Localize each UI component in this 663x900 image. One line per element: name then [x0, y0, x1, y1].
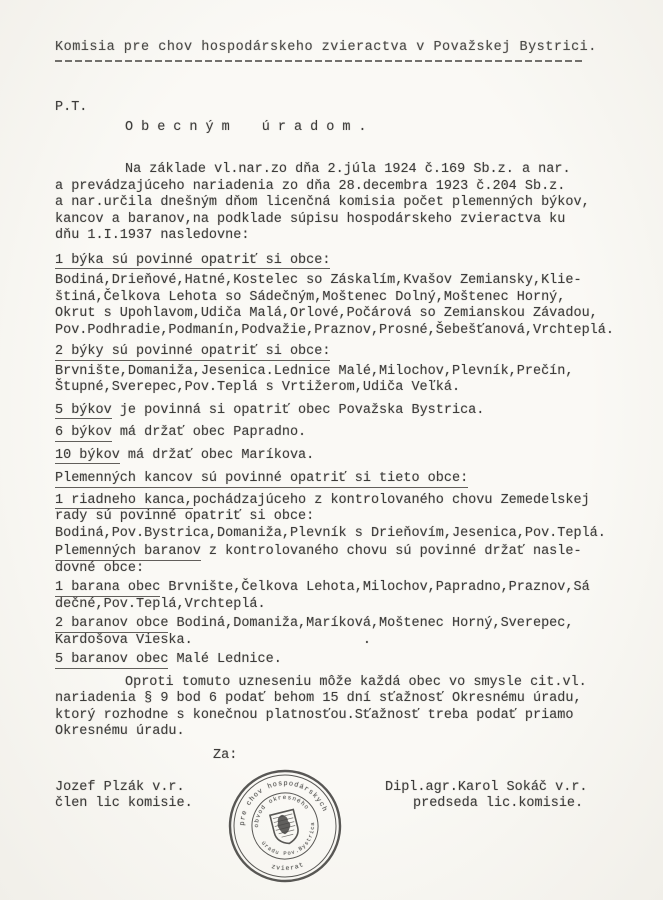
letterhead-title: Komisia pre chov hospodárskeho zvieractva v Považskej Bystrici.: [55, 40, 597, 55]
text-segment: má držať obec Papradno.: [111, 425, 307, 440]
document-line: [55, 253, 635, 270]
text-segment: Oproti tomuto uzneseniu môže každá obec vo smysle cit.vl.: [125, 674, 587, 690]
text-segment: Okrut s Upohlavom,Udiča Malá,Orlové,Počárová so Zemianskou Závadou,: [55, 306, 598, 321]
text-segment: Brvnište,Čelkova Lehota,Milochov,Papradno,Praznov,Sá: [160, 580, 590, 595]
text-segment: Bodiná,Pov.Bystrica,Domaniža,Plevník s Drieňovím,Jesenica,Pov.Teplá.: [55, 525, 606, 541]
signer-role-left: člen lic komisie.: [55, 795, 193, 811]
document-line: [55, 509, 635, 526]
underlined-text: 2 baranov obce: [55, 616, 169, 631]
underlined-text: 1 býka sú povinné opatriť si obce:: [55, 252, 331, 268]
document-line: [55, 228, 635, 245]
text-segment: Malé Lednice.: [168, 652, 282, 667]
rule-1-baran: [55, 580, 635, 613]
svg-text:úradu Pov.Bystrica: úradu Pov.Bystrica: [259, 821, 317, 858]
section-heading-barany: [55, 544, 635, 577]
underlined-text: 2 býky sú povinné opatriť si obce:: [55, 344, 331, 359]
official-round-stamp: [212, 753, 357, 898]
underlined-text: 6 býkov: [55, 425, 112, 440]
underlined-text: 1 barana obec: [55, 580, 161, 595]
document-line: [55, 561, 635, 578]
document-line: [55, 273, 635, 290]
text-segment: nariadenia § 9 bod 6 podať behom 15 dní sťažnosť Okresnému úradu,: [55, 691, 582, 706]
document-body: [55, 162, 635, 741]
text-segment: má držať obec Maríkova.: [119, 447, 315, 463]
text-segment: Okresnému úradu.: [55, 724, 185, 739]
underlined-text: 1 riadneho kanca,: [55, 492, 193, 508]
text-segment: a nar.určila dnešným dňom licenčná komisia počet plemenných býkov,: [55, 195, 590, 210]
document-line: [55, 448, 635, 465]
text-segment: Pov.Podhradie,Podmanín,Podvažie,Praznov,Prosné,Šebešťanová,Vrchteplá.: [55, 322, 614, 338]
closing-paragraph: [55, 675, 635, 741]
underlined-text: 5 baranov obec: [55, 652, 169, 667]
stamp-seal-icon: [212, 753, 357, 898]
document-line: [55, 323, 635, 340]
addressee: Obecným úradom.: [125, 119, 375, 135]
villages-1-byk: [55, 273, 635, 339]
document-line: [55, 526, 635, 543]
rule-2-barany: [55, 616, 635, 649]
underlined-text: 10 býkov: [55, 447, 120, 463]
document-line: [55, 425, 635, 442]
text-segment: z kontrolovaného chovu sú povinné držať nasle-: [200, 544, 582, 559]
document-line: [55, 691, 635, 708]
svg-text:obvod okresného: obvod okresného: [252, 793, 311, 828]
section-heading-kance: [55, 471, 635, 488]
text-segment: a prevádzajúceho nariadenia zo dňa 28.decembra 1923 č.204 Sb.z.: [55, 178, 566, 194]
document-line: [55, 290, 635, 307]
document-line: [55, 344, 635, 361]
document-line: [55, 306, 635, 323]
underlined-text: Plemenných kancov sú povinné opatriť si tieto obce:: [55, 471, 469, 486]
document-line: [55, 544, 635, 561]
text-segment: dovné obce:: [55, 560, 145, 576]
salutation: P.T.: [55, 100, 88, 115]
text-segment: štiná,Čelkova Lehota so Sádečným,Moštenec Dolný,Moštenec Horný,: [55, 289, 566, 305]
document-line: [55, 179, 635, 196]
signer-role-right: predseda lic.komisie.: [413, 795, 584, 811]
document-line: [55, 616, 635, 633]
document-line: [55, 364, 635, 381]
svg-text:pre chov hospodárskych: pre chov hospodárskych: [238, 779, 329, 826]
document-line: [55, 162, 635, 179]
text-segment: Brvnište,Domaniža,Jesenica.Lednice Malé,Milochov,Plevník,Prečín,: [55, 363, 574, 379]
section-heading-1-byk: [55, 253, 635, 270]
text-segment: kancov a baranov,na podklade súpisu hospodárskeho zvieractva ku: [55, 211, 566, 227]
rule-10-bykov: [55, 448, 635, 465]
text-segment: dňu 1.I.1937 nasledovne:: [55, 228, 250, 243]
document-line: [55, 652, 635, 669]
document-line: [55, 380, 635, 397]
text-segment: Štupné,Sverepec,Pov.Teplá s Vrtižerom,Udiča Veľká.: [55, 380, 461, 395]
document-line: [55, 195, 635, 212]
rule-5-baranov: [55, 652, 635, 669]
rule-5-bykov: [55, 403, 635, 420]
text-segment: rady sú povinné opatriť si obce:: [55, 509, 315, 524]
stamp-coat-of-arms: [270, 810, 301, 847]
rule-6-bykov: [55, 425, 635, 442]
signer-name-right: Dipl.agr.Karol Sokáč v.r.: [385, 780, 588, 795]
za-label: Za:: [213, 747, 238, 763]
document-line: [55, 580, 635, 597]
document-line: [55, 493, 635, 510]
text-segment: Bodiná,Domaniža,Maríková,Moštenec Horný,Sverepec,: [168, 616, 574, 631]
document-line: [55, 675, 635, 692]
signature-right: [385, 780, 588, 811]
signature-left: [55, 780, 225, 811]
document-line: [55, 403, 635, 420]
text-segment: je povinná si opatriť obec Považska Bystrica.: [111, 402, 485, 418]
rule-1-kanec: [55, 493, 635, 543]
dashed-underline-rule: [55, 60, 582, 62]
text-segment: Bodiná,Drieňové,Hatné,Kostelec so Záskalím,Kvašov Zemiansky,Klie-: [55, 273, 582, 288]
text-segment: pochádzajúceho z kontrolovaného chovu Zemedelskej: [192, 492, 590, 508]
text-segment: Na základe vl.nar.zo dňa 2.júla 1924 č.169 Sb.z. a nar.: [125, 162, 571, 177]
text-segment: Kardošova Vieska. .: [55, 632, 371, 648]
text-segment: dečné,Pov.Teplá,Vrchteplá.: [55, 596, 266, 612]
document-line: [55, 597, 635, 614]
signature-row: [55, 780, 635, 886]
underlined-text: Plemenných baranov: [55, 544, 201, 559]
document-line: [55, 212, 635, 229]
villages-2-byky: [55, 364, 635, 397]
document-line: [55, 633, 635, 650]
signer-name-left: Jozef Plzák v.r.: [55, 780, 185, 795]
document-line: [55, 724, 635, 741]
intro-paragraph: [55, 162, 635, 245]
svg-text:zvierat: zvierat: [270, 860, 306, 873]
underlined-text: 5 býkov: [55, 402, 112, 418]
document-line: [55, 708, 635, 725]
text-segment: ktorý rozhodne s konečnou platnosťou.Sťažnosť treba podať priamo: [55, 707, 574, 723]
document-line: [55, 471, 635, 488]
section-heading-2-byky: [55, 344, 635, 361]
